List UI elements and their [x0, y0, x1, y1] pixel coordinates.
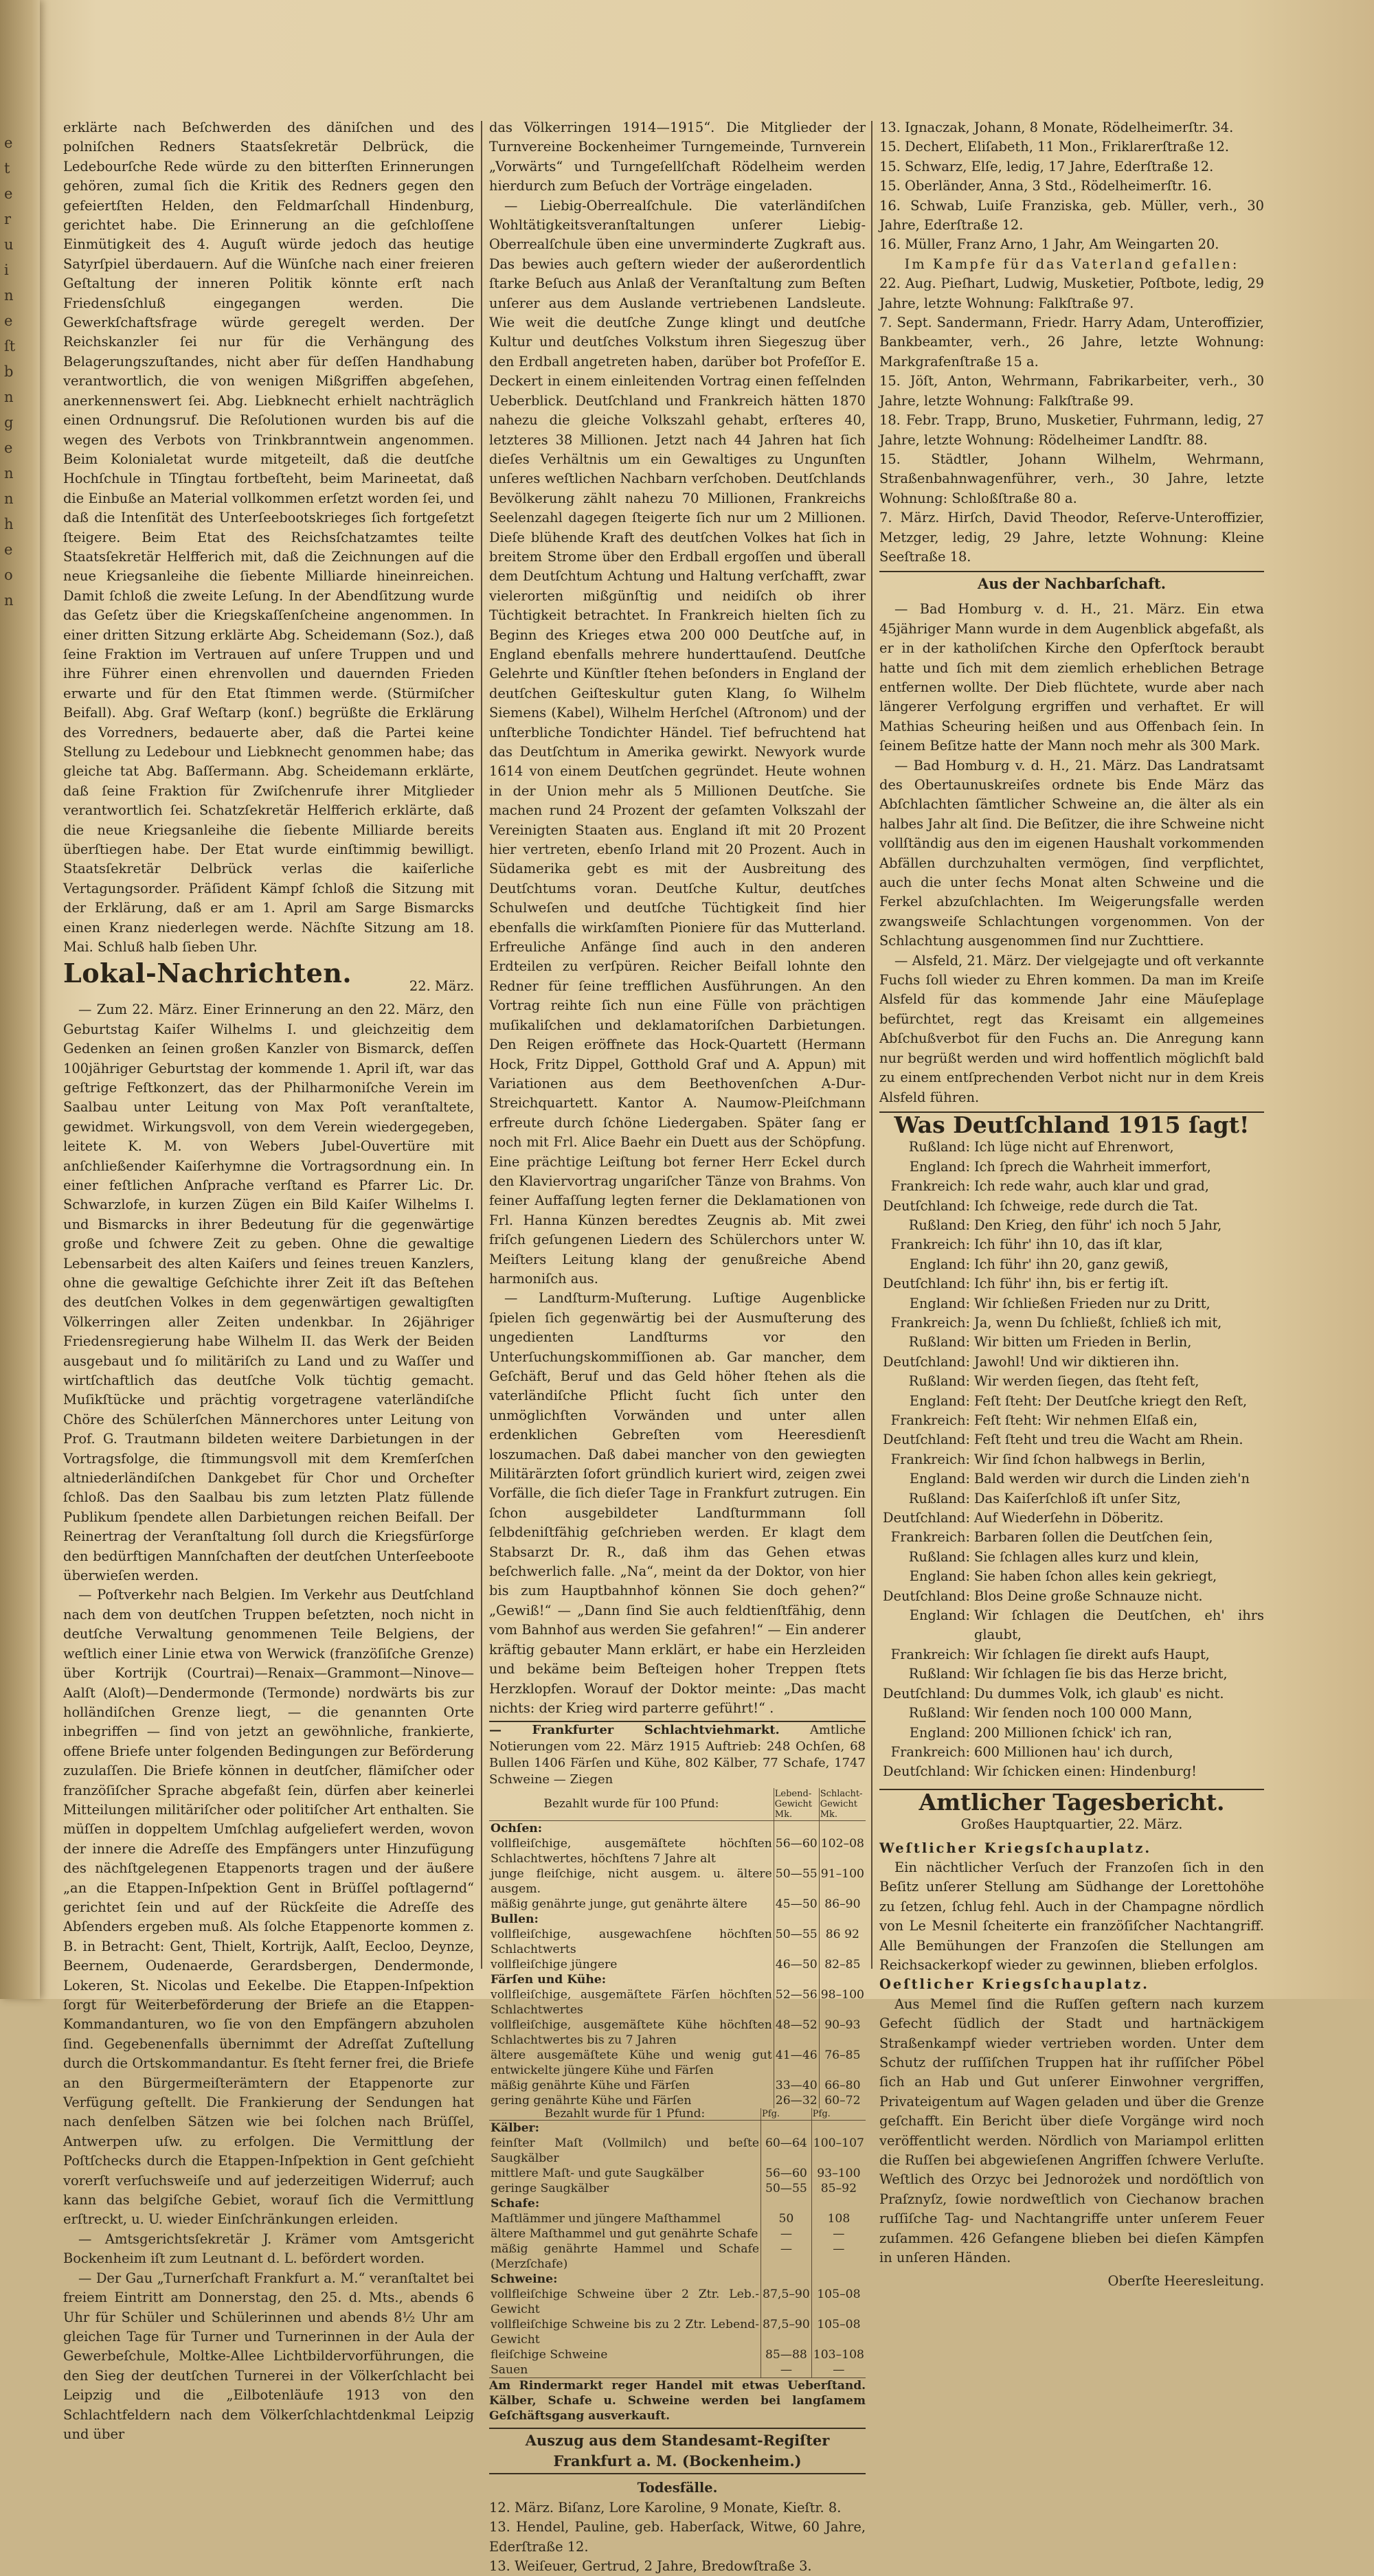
poem-speaker: England: — [909, 1158, 970, 1175]
market-paid-label: Bezahlt wurde für 100 Pfund: — [489, 1788, 774, 1821]
report-title: Amtlicher Tagesbericht. — [879, 1789, 1264, 1812]
poem-line — [879, 1138, 1264, 1157]
death-entry: 12. März. Biſanz, Lore Karoline, 9 Monate, Kieſtr. 8. — [489, 2499, 842, 2516]
price-row — [489, 2347, 866, 2362]
previous-page-char: e — [4, 135, 13, 151]
previous-page-char: e — [4, 313, 13, 329]
price-row — [489, 2166, 866, 2181]
poem-line — [879, 1664, 1264, 1684]
poem-verse: Ich ſprech die Wahrheit immerfort, — [974, 1158, 1211, 1175]
price-slaughter: 82–85 — [819, 1957, 866, 1972]
price-live: 56—60 — [774, 1836, 819, 1866]
price-live: 50 — [761, 2211, 812, 2226]
price-slaughter: 105–08 — [811, 2317, 866, 2347]
parliament-report: erklärte nach Beſchwerden des däniſchen und des polniſchen Redners Staatsſekretär Delbrück, die Ledebourſche Rede würde zu den bitterſten Erinnerungen gehören, zumal ſich die Kritik des Redners gegen den gefeiertſten Helden, den Feldmarſchall Hindenburg, gerichtet habe. Die Erinnerung an die geſchloſſene Einmütigkeit des 4. Auguſt würde jedoch das heutige Satyrſpiel überdauern. Auf die Wünſche nach einer freieren Geſtaltung der inneren Politik könnte erſt nach Friedensſchluß eingegangen werden. Die Gewerkſchaftsfrage würde geregelt werden. Der Reichskanzler ſei nur für die Verhängung des Belagerungszuſtandes, nicht aber für deſſen Handhabung verantwortlich, die von wenigen Mißgriffen abgeſehen, anerkennenswert ſei. Abg. Liebknecht erhielt nachträglich einen Ordnungsruf. Die Reſolutionen wurden bis auf die wegen des Verbots von Trinkbranntwein angenommen. Beim Kolonialetat wurde mitgeteilt, daß die deutſche Hochſchule in Tſingtau fortbeſteht, beim Marineetat, daß die Einbuße an Material vollkommen erſetzt worden ſei, und daß die Intenſität des Unterſeebootskrieges ſich fortgeſetzt ſteigere. Beim Etat des Reichsſchatzamtes teilte Staatsſekretär Helfferich mit, daß die Zeichnungen auf die neue Kriegsanleihe die ſiebente Milliarde hineinreichen. Damit ſchloß die zweite Leſung. In der Abendſitzung wurde das Geſetz über die Kriegskaſſenſcheine angenommen. In einer dritten Sitzung erklärte Abg. Scheidemann (Soz.), daß ſeine Fraktion im Vertrauen auf unſere Truppen und und ihre Führer einen ehrenvollen und dauernden Frieden erwarte und für den Etat ſtimmen werde. (Stürmiſcher Beifall). Abg. Graf Weſtarp (konſ.) begrüßte die Erklärung des Vorredners, bedauerte aber, daß die Partei keine Stellung zu Ledebour und Liebknecht genommen habe; das gleiche tat Abg. Baſſermann. Abg. Scheidemann erklärte, daß ſeine Fraktion für Zwiſchenrufe ihrer Mitglieder verantwortlich ſei. Schatzſekretär Helfferich erklärte, daß die neue Kriegsanleihe die ſiebente Milliarde bereits überſtiegen habe. Der Etat wurde einſtimmig bewilligt. Staatsſekretär Delbrück verlas die kaiſerliche Vertagungsorder. Präſident Kämpf ſchloß die Sitzung mit der Erklärung, daß er am 1. April am Sarge Bismarcks einen Kranz niederlegen werde. Nächſte Sitzung am 18. Mai. Schluß halb ſieben Uhr. — [63, 120, 474, 956]
poem-line — [879, 1743, 1264, 1762]
poem-speaker: Rußland: — [908, 1139, 970, 1155]
price-slaughter: — — [811, 2226, 866, 2241]
price-row — [489, 2018, 866, 2048]
poem-verse: 200 Millionen ſchick' ich ran, — [974, 1724, 1173, 1741]
price-label: Kälber: — [491, 2121, 539, 2136]
price-live: 50—55 — [774, 1866, 819, 1897]
previous-page-char: o — [4, 567, 13, 583]
poem-speaker: Frankreich: — [890, 1236, 970, 1253]
deaths-title: Todesfälle. — [637, 2480, 718, 2496]
price-slaughter: 98–100 — [819, 1987, 866, 2018]
price-row — [489, 2226, 866, 2241]
poem-verse: Wir ſenden noch 100 000 Mann, — [974, 1705, 1193, 1721]
price-slaughter: 108 — [811, 2211, 866, 2226]
price-live — [761, 2121, 812, 2136]
price-live: 60—64 — [761, 2136, 812, 2166]
poem-line — [879, 1333, 1264, 1352]
poem-line — [879, 1313, 1264, 1333]
price-live: — — [761, 2226, 812, 2241]
article-bismarck: — Zum 22. März. Einer Erinnerung an den 22. März, den Geburtstag Kaiſer Wilhelms I. und gleichzeitig dem Gedenken an ſeinen großen Kanzler von Bismarck, deſſen 100jähriger Geburtstag der kommende 1. April iſt, war das geſtrige Feſtkonzert, das der Philharmoniſche Verein im Saalbau unter Leitung von Max Poſt veranſtaltete, gewidmet. Wirkungsvoll, von dem Verein wiedergegeben, leitete K. M. von Webers Jubel-Ouvertüre mit anſchließender Kaiſerhymne die Vortragsordnung ein. In einer feſtlichen Anſprache verſtand es Pfarrer Lic. Dr. Schwarzlofe, in kurzen Zügen ein Bild Kaiſer Wilhelms I. und Bismarcks in ihrer Bedeutung für die gegenwärtige große und ſchwere Zeit zu geben. Ohne die gewaltige Lebensarbeit des alten Kaiſers und ſeines treuen Kanzlers, ohne die gewaltige Geſchichte ihrer Zeit iſt das Beſtehen des deutſchen Volkes in dem gegenwärtigen gewaltigſten Völkerringen aller Zeiten undenkbar. In 26jähriger Friedensregierung habe Wilhelm II. das Werk der Beiden ausgebaut und ſo militäriſch zu Land und zu Waſſer und wirtſchaftlich das deutſche Volk tüchtig gemacht. Muſikſtücke und prächtig vorgetragene vaterländiſche Chöre des Schülerſchen Männerchores unter Leitung von Prof. G. Trautmann bildeten weitere Darbietungen in der Vortragsfolge, die ſtimmungsvoll mit dem Kremſerſchen altniederländiſchen Dankgebet für Chor und Orcheſter ſchloß. Das den Saalbau bis zum letzten Platz füllende Publikum ſpendete allen Darbietungen reichen Beifall. Der Reinertrag der Veranſtaltung ſoll durch die Kriegsfürſorge den bedürftigen Mannſchaften der deutſchen Unterſeeboote überwieſen werden. — [63, 1002, 474, 1584]
poem-verse: Auf Wiederſehn in Döberitz. — [974, 1510, 1164, 1526]
poem-line — [879, 1587, 1264, 1606]
price-label: vollfleiſchige jüngere — [491, 1958, 618, 1972]
column-2 — [489, 118, 866, 2574]
poem-speaker: Deutſchland: — [882, 1276, 970, 1292]
poem-verse: Ich führ' ihn 10, das iſt klar, — [974, 1236, 1163, 1253]
price-live: 87,5–90 — [761, 2287, 812, 2317]
price-row — [489, 2272, 866, 2287]
previous-page-char: n — [4, 592, 14, 609]
price-row — [489, 1897, 866, 1912]
price-slaughter: 102–08 — [819, 1836, 866, 1866]
price-row — [489, 2136, 866, 2166]
previous-page-char: u — [4, 236, 14, 253]
poem-verse: Ja, wenn Du ſchließt, ſchließ ich mit, — [974, 1314, 1222, 1331]
poem-line — [879, 1704, 1264, 1723]
poem-verse: Wir ſchicken einen: Hindenburg! — [974, 1763, 1197, 1780]
poem-line — [879, 1450, 1264, 1469]
deaths-list — [489, 2498, 866, 2576]
fallen-entry: 22. Aug. Pieſhart, Ludwig, Musketier, Poſtbote, ledig, 29 Jahre, letzte Wohnung: Falkſtraße 97. — [879, 275, 1264, 311]
fallen-entry: 7. März. Hirſch, David Theodor, Reſerve-Unteroffizier, Metzger, ledig, 29 Jahre, letzte Wohnung: Kleine Seeſtraße 18. — [879, 510, 1264, 565]
price-slaughter — [819, 1972, 866, 1987]
market-head-pfg-1: Pfg. — [761, 2108, 812, 2121]
previous-page-char: t — [4, 160, 10, 177]
column-1 — [63, 118, 474, 2442]
poem-line — [879, 1372, 1264, 1391]
poem-verse: Wir ſchlagen ſie bis das Herze bricht, — [974, 1666, 1228, 1682]
price-slaughter: 100–107 — [811, 2136, 866, 2166]
price-live: 46—50 — [774, 1957, 819, 1972]
death-entry: 13. Ignaczak, Johann, 8 Monate, Rödelheimerſtr. 34. — [879, 120, 1234, 135]
poem-speaker: Deutſchland: — [882, 1510, 970, 1526]
west-report: Ein nächtlicher Verſuch der Franzoſen ſich in den Beſitz unſerer Stellung am Südhange der Lorettohöhe zu ſetzen, ſchlug fehl. Auch in der Champagne nördlich von Le Mesnil ſcheiterte ein franzöſiſcher Nachtangriff. Alle Bemühungen der Franzoſen die Stellungen am Reichsackerkopf wieder zu gewinnen, blieben erfolglos. — [879, 1859, 1264, 1973]
price-live: 45—50 — [774, 1897, 819, 1912]
poem-verse: Ich ſchweige, rede durch die Tat. — [974, 1197, 1198, 1214]
poem-speaker: Frankreich: — [890, 1314, 970, 1331]
price-row — [489, 2093, 866, 2108]
poem-verse: Barbaren ſollen die Deutſchen ſein, — [974, 1529, 1213, 1546]
article-turnerschaft: — Der Gau „Turnerſchaft Frankfurt a. M.“ veranſtaltet bei freiem Eintritt am Donnerstag, den 25. d. Mts., abends 6 Uhr für Schüler und Schülerinnen und abends 8½ Uhr am gleichen Tage für Turner und Turnerinnen in der Aula der Gewerbeſchule, Moltke-Allee Lichtbildervorführungen, die den Sieg der deutſchen Turnerei in der Völkerſchlacht bei Leipzig und die „Eilbotenläufe 1913 von den Schlachtfeldern nach dem Völkerſchlachtdenkmal Leipzig und über — [63, 2270, 474, 2442]
poem-line — [879, 1197, 1264, 1216]
price-row — [489, 2211, 866, 2226]
previous-page-char: e — [4, 541, 13, 558]
report-signature: Oberſte Heeresleitung. — [1107, 2273, 1264, 2290]
poem-speaker: Rußland: — [908, 1548, 970, 1565]
poem-verse: Wir ſchlagen ſie direkt aufs Haupt, — [974, 1646, 1210, 1662]
price-label: vollfleiſchige, ausgemäſtete Färſen höchſten Schlachtwertes — [491, 1988, 772, 2018]
price-label: vollfleiſchige Schweine über 2 Ztr. Leb.-Gewicht — [491, 2287, 760, 2317]
price-live: 50—55 — [761, 2181, 812, 2196]
price-label: Färſen und Kühe: — [491, 1973, 607, 1987]
price-slaughter: — — [811, 2362, 866, 2377]
poem-verse: Ich rede wahr, auch klar und grad, — [974, 1178, 1209, 1195]
west-title: Weſtlicher Kriegsſchauplatz. — [879, 1840, 1152, 1856]
market-intro: Amtliche Notierungen vom 22. März 1915 Auftrieb: 248 Ochſen, 68 Bullen 1406 Färſen und Kühe, 802 Kälber, 77 Schafe, 1747 Schweine — Ziegen — [489, 1723, 866, 1787]
price-live — [774, 1972, 819, 1987]
poem-verse: Du dummes Volk, ich glaub' es nicht. — [974, 1685, 1224, 1702]
poem-title: Was Deutſchland 1915 ſagt! — [879, 1111, 1264, 1135]
price-row — [489, 2241, 866, 2272]
price-label: fleiſchige Schweine — [491, 2348, 608, 2362]
price-slaughter — [819, 1821, 866, 1837]
fallen-title: Im Kampfe für das Vaterland gefallen: — [904, 256, 1239, 272]
poem-line — [879, 1430, 1264, 1449]
poem-speaker: Rußland: — [908, 1334, 970, 1351]
lokal-dateline: 22. März. — [409, 978, 474, 994]
poem-verse: Sie haben ſchon alles kein gekriegt, — [974, 1568, 1217, 1585]
price-label: junge fleiſchige, nicht ausgem. u. ältere ausgem. — [491, 1867, 772, 1897]
poem-speaker: Frankreich: — [890, 1646, 970, 1662]
poem-line — [879, 1528, 1264, 1547]
price-row — [489, 1821, 866, 1837]
poem-verse: Den Krieg, den führ' ich noch 5 Jahr, — [974, 1217, 1222, 1233]
poem-line — [879, 1762, 1264, 1781]
price-slaughter: 85–92 — [811, 2181, 866, 2196]
article-post-belgium: — Poſtverkehr nach Belgien. Im Verkehr aus Deutſchland nach dem von deutſchen Truppen beſetzten, noch nicht in deutſche Verwaltung genommenen Teile Belgiens, der weſtlich einer Linie etwa von Werwick (franzöſiſche Grenze) über Kortrijk (Courtrai)—Renaix—Grammont—Ninove—Aalſt (Aloſt)—Dendermonde (Termonde) nordwärts bis zur holländiſchen Grenze liegt, — die genannten Orte inbegriffen — ſind von jetzt an gewöhnliche, frankierte, offene Briefe unter folgenden Bedingungen zur Beförderung zuzulaſſen. Die Briefe können in deutſcher, flämiſcher oder franzöſiſcher Sprache abgefaßt ſein, dürfen aber keinerlei Mitteilungen militäriſcher oder politiſcher Art enthalten. Sie müſſen in doppeltem Umſchlag aufgeliefert werden, wovon der innere die Adreſſe des Empfängers unter Hinzufügung des nächſtgelegenen Etappenorts tragen und der äußere „an die Etappen-Inſpektion Gent in Brüſſel poſtlagernd“ gerichtet ſein und auf der Rückſeite die Adreſſe des Abſenders ergeben muß. Als ſolche Etappenorte kommen z. B. in Betracht: Gent, Thielt, Kortrijk, Aalſt, Eecloo, Deynze, Beernem, Oudenaerde, Gerardsbergen, Dendermonde, Lokeren, St. Nicolas und Eekelbe. Die Etappen-Inſpektion ſorgt für Weiterbeförderung der Briefe an die Etappen-Kommandanturen, wo ſie von den Empfängern abzuholen ſind. Gegebenenfalls übernimmt der Adreſſat Zuſtellung durch die Ortskommandantur. Es ſteht ferner frei, die Briefe an den Bürgermeiſterämtern der Etappenorte zur Verfügung geſtellt. Die Frankierung der Sendungen hat nach denſelben Sätzen wie bei ſolchen nach Brüſſel, Antwerpen uſw. zu erfolgen. Die Vermittlung der Poſtſchecks durch die Etappen-Inſpektion in Gent geſchieht vorerſt verſuchsweiſe und auf jederzeitigen Widerruf; auch kann das belgiſche Gebiet, worauf ſich die Vermittlung erſtreckt, u. U. wieder Einſchränkungen erleiden. — [63, 1587, 474, 2228]
poem-dialog — [879, 1138, 1264, 1781]
market-head-live: Lebend-Gewicht Mk. — [774, 1788, 819, 1821]
previous-page-char: g — [4, 414, 14, 431]
poem-speaker: England: — [909, 1724, 970, 1741]
price-label: mäßig genährte Hammel und Schafe (Merzſchafe) — [491, 2242, 760, 2272]
poem-speaker: Deutſchland: — [882, 1588, 970, 1604]
poem-verse: Feſt ſteht: Wir nehmen Elſaß ein, — [974, 1412, 1198, 1428]
price-live: 85—88 — [761, 2347, 812, 2362]
poem-verse: 600 Millionen hau' ich durch, — [974, 1743, 1173, 1760]
price-live: 41—46 — [774, 2048, 819, 2078]
price-label: mittlere Maſt- und gute Saugkälber — [491, 2167, 704, 2181]
price-label: geringe Saugkälber — [491, 2182, 609, 2196]
poem-speaker: Frankreich: — [890, 1178, 970, 1195]
price-live — [761, 2272, 812, 2287]
market-title: — Frankfurter Schlachtviehmarkt. — [489, 1723, 780, 1738]
previous-page-char: n — [4, 389, 14, 405]
price-slaughter: 103–108 — [811, 2347, 866, 2362]
price-slaughter: 86–90 — [819, 1897, 866, 1912]
price-slaughter: 93–100 — [811, 2166, 866, 2181]
poem-line — [879, 1392, 1264, 1411]
price-live: 48—52 — [774, 2018, 819, 2048]
previous-page-char: b — [4, 363, 14, 380]
poem-speaker: Frankreich: — [890, 1529, 970, 1546]
poem-verse: Wir ſind ſchon halbwegs in Berlin, — [974, 1451, 1206, 1467]
article-turnerschaft-cont: das Völkerringen 1914—1915“. Die Mitglieder der Turnvereine Bockenheimer Turngemeinde, Turnverein „Vorwärts“ und Turngeſellſchaft Rödelheim werden hierdurch zum Beſuch der Vorträge eingeladen. — [489, 120, 866, 194]
market-head-slaughter: Schlacht-Gewicht Mk. — [819, 1788, 866, 1821]
price-label: mäßig genährte Kühe und Färſen — [491, 2079, 690, 2093]
death-entry: 16. Müller, Franz Arno, 1 Jahr, Am Weingarten 20. — [879, 236, 1219, 253]
poem-verse: Feſt ſteht: Der Deutſche kriegt den Reſt, — [974, 1392, 1248, 1409]
price-live — [761, 2196, 812, 2211]
previous-page-char: n — [4, 465, 14, 482]
column-rule — [871, 121, 872, 1969]
price-slaughter: 90–93 — [819, 2018, 866, 2048]
price-live: 50—55 — [774, 1927, 819, 1957]
east-report: Aus Memel ſind die Ruſſen geſtern nach kurzem Gefecht ſüdlich der Stadt und hartnäckigem Straßenkampf wieder vertrieben worden. Unter dem Schutz der ruſſiſchen Truppen hat ihr ruſſiſcher Pöbel ſich an Hab und Gut unſerer Einwohner vergriffen, Privateigentum auf Wagen geladen und über die Grenze geſchafft. Ein Bericht über dieſe Vorgänge wird noch veröffentlicht werden. Nördlich von Mariampol erlitten die Ruſſen bei abgewieſenen Angriffen ſchwere Verluſte. Weſtlich des Orzyc bei Jednorożek und nordöſtlich von Praſznyſz, ſowie nordweſtlich von Ciechanow brachen ruſſiſche Tag- und Nachtangriffe unter unſerem Feuer zuſammen. 426 Gefangene blieben bei dieſen Kämpfen in unſeren Händen. — [879, 1996, 1264, 2266]
previous-page-char: e — [4, 185, 13, 202]
poem-speaker: Deutſchland: — [882, 1197, 970, 1214]
poem-line — [879, 1411, 1264, 1430]
poem-speaker: Deutſchland: — [882, 1685, 970, 1702]
previous-page-char: ſt — [4, 338, 16, 354]
article-landsturm: — Landſturm-Muſterung. Luſtige Augenblicke ſpielen ſich gegenwärtig bei der Ausmuſterung des ungedienten Landſturms vor den Unterſuchungskommiſſionen ab. Gar mancher, dem Geſchäft, Beruf und das Geld höher ſtehen als die vaterländiſche Pflicht ſucht ſich unter den unmöglichſten Vorwänden und unter allen erdenklichen Gebreſten vom Heeresdienſt loszumachen. Daß dabei mancher von den gewiegten Militärärzten ſofort gründlich kuriert wird, zeigen zwei Vorfälle, die ſich dieſer Tage in Frankfurt zutrugen. Ein ſchon ausgebildeter Landſturmmann ſoll ſelbdeniſtfähig geſchrieben werden. Er klagt dem Stabsarzt Dr. R., daß ihm das Gehen etwas beſchwerlich falle. „Na“, meint da der Doktor, von hier bis zum Hauptbahnhof können Sie doch gehen?“ „Gewiß!“ — „Dann ſind Sie auch feldtienſtfähig, denn vom Bahnhof aus werden Sie gefahren!“ — Ein anderer kräftig gebauter Mann erklärt, er habe ein Herzleiden und bekäme beim Beſteigen hoher Treppen ſtets Herzklopfen. Worauf der Doktor meinte: „Das macht nichts: der Krieg wird parterre geführt!“ . — [489, 1290, 866, 1716]
death-entry: 13. Hendel, Pauline, geb. Haberſack, Witwe, 60 Jahre, Ederſtraße 12. — [489, 2519, 866, 2555]
price-slaughter: 60–72 — [819, 2093, 866, 2108]
previous-page-edge — [0, 0, 40, 1999]
price-label: ältere ausgemäſtete Kühe und wenig gut entwickelte jüngere Kühe und Färſen — [491, 2048, 772, 2078]
poem-verse: Sie ſchlagen alles kurz und klein, — [974, 1548, 1200, 1565]
poem-line — [879, 1567, 1264, 1586]
price-slaughter: 66–80 — [819, 2078, 866, 2093]
poem-verse: Bald werden wir durch die Linden zieh'n — [974, 1471, 1250, 1487]
price-row — [489, 2362, 866, 2377]
registry-title: Auszug aus dem Standesamt-Regiſter Frankfurt a. M. (Bockenheim.) — [489, 2428, 866, 2474]
price-row — [489, 2317, 866, 2347]
poem-line — [879, 1684, 1264, 1704]
poem-speaker: Deutſchland: — [882, 1763, 970, 1780]
previous-page-fragments — [4, 131, 18, 613]
nachbar-homburg-2: — Bad Homburg v. d. H., 21. März. Das Landratsamt des Obertaunuskreiſes ordnete bis Ende März das Abſchlachten ſämtlicher Schweine an, die älter als ein halbes Jahr alt ſind. Die Beſitzer, die ihre Schweine nicht vollſtändig aus den im eigenen Haushalt vorkommenden Abfällen durchzuhalten vermögen, ſind verpflichtet, auch die unter ſechs Monat alten Schweine und die Ferkel abzuſchlachten. Im Weigerungsfalle werden zwangsweiſe Schlachtungen vorgenommen. Von der Schlachtung ausgenommen ſind nur Zuchttiere. — [879, 757, 1264, 949]
article-promotion: — Amtsgerichtsſekretär J. Krämer vom Amtsgericht Bockenheim iſt zum Leutnant d. L. befördert worden. — [63, 2230, 474, 2267]
fallen-entry: 15. Städtler, Johann Wilhelm, Wehrmann, Straßenbahnwagenführer, verh., 30 Jahre, letzte Wohnung: Schloßſtraße 80 a. — [879, 451, 1264, 506]
price-row — [489, 2181, 866, 2196]
poem-verse: Wir ſchlagen die Deutſchen, eh' ihrs glaubt, — [974, 1607, 1264, 1643]
death-entry: 15. Dechert, Eliſabeth, 11 Mon., Friklarerſtraße 12. — [879, 139, 1230, 155]
poem-line — [879, 1353, 1264, 1372]
report-place: Großes Hauptquartier, 22. März. — [960, 1816, 1183, 1833]
poem-verse: Wir werden ſiegen, das ſteht feſt, — [974, 1373, 1200, 1390]
poem-line — [879, 1274, 1264, 1293]
previous-page-char: n — [4, 287, 14, 304]
price-label: vollfleiſchige, ausgemäſtete höchſten Schlachtwertes, höchſtens 7 Jahre alt — [491, 1837, 772, 1866]
poem-speaker: Deutſchland: — [882, 1353, 970, 1370]
fallen-entry: 7. Sept. Sandermann, Friedr. Harry Adam, Unteroffizier, Bankbeamter, verh., 26 Jahre, letzte Wohnung: Markgrafenſtraße 15 a. — [879, 315, 1264, 370]
death-entry: 16. Schwab, Luiſe Franziska, geb. Müller, verh., 30 Jahre, Ederſtraße 12. — [879, 197, 1264, 234]
poem-speaker: England: — [909, 1392, 970, 1409]
price-live: — — [761, 2241, 812, 2272]
fallen-list — [879, 274, 1264, 567]
price-label: feinſter Maſt (Vollmilch) und beſte Saugkälber — [491, 2136, 760, 2166]
poem-speaker: England: — [909, 1256, 970, 1272]
poem-line — [879, 1216, 1264, 1235]
price-slaughter: 86 92 — [819, 1927, 866, 1957]
poem-speaker: Rußland: — [908, 1705, 970, 1721]
price-row — [489, 2048, 866, 2078]
previous-page-char: r — [4, 211, 12, 227]
price-slaughter: — — [811, 2241, 866, 2272]
market-note: Am Rindermarkt reger Handel mit etwas Ueberſtand. Kälber, Schafe u. Schweine werden bei langſamem Geſchäftsgang ausverkauft. — [489, 2379, 866, 2424]
price-label: vollfleiſchige Schweine bis zu 2 Ztr. Lebend-Gewicht — [491, 2318, 760, 2347]
price-row — [489, 1912, 866, 1927]
price-slaughter — [819, 1912, 866, 1927]
fallen-entry: 18. Febr. Trapp, Bruno, Musketier, Fuhrmann, ledig, 27 Jahre, letzte Wohnung: Rödelheimer Landſtr. 88. — [879, 412, 1264, 448]
price-slaughter: 91–100 — [819, 1866, 866, 1897]
price-live: 56—60 — [761, 2166, 812, 2181]
price-label: gering genährte Kühe und Färſen — [491, 2094, 692, 2108]
poem-line — [879, 1294, 1264, 1313]
price-label: vollfleiſchige, ausgewachſene höchſten Schlachtwerts — [491, 1928, 772, 1957]
poem-verse: Wir ſchließen Frieden nur zu Dritt, — [974, 1295, 1210, 1311]
price-live: — — [761, 2362, 812, 2377]
poem-speaker: England: — [909, 1471, 970, 1487]
price-slaughter: 76–85 — [819, 2048, 866, 2078]
price-live: 26—32 — [774, 2093, 819, 2108]
poem-speaker: Rußland: — [908, 1373, 970, 1390]
previous-page-char: h — [4, 516, 14, 532]
poem-speaker: England: — [909, 1568, 970, 1585]
price-row — [489, 2121, 866, 2136]
poem-speaker: Frankreich: — [890, 1451, 970, 1467]
poem-line — [879, 1724, 1264, 1743]
market-head-pfg-2: Pfg. — [811, 2108, 866, 2121]
death-entry: 13. Weiſeuer, Gertrud, 2 Jahre, Bredowſtraße 3. — [489, 2557, 812, 2574]
poem-line — [879, 1606, 1264, 1645]
price-live: 87,5–90 — [761, 2317, 812, 2347]
price-row — [489, 1927, 866, 1957]
poem-verse: Das Kaiſerſchloß iſt unſer Sitz, — [974, 1490, 1181, 1506]
death-entry: 15. Oberländer, Anna, 3 Std., Rödelheimerſtr. 16. — [879, 178, 1212, 194]
article-liebig-school: — Liebig-Oberrealſchule. Die vaterländiſchen Wohltätigkeitsveranſtaltungen unſerer Liebig-Oberrealſchule üben eine unverminderte Zugkraft aus. Das bewies auch geſtern wieder der außerordentlich ſtarke Beſuch aus Anlaß der Veranſtaltung zum Beſten unſerer aus dem Auslande vertriebenen Landsleute. Wie weit die deutſche Zunge klingt und deutſche Kultur und deutſches Volkstum ihren Siegeszug über den Erdball angetreten haben, darüber bot Profeſſor E. Deckert in einem einleitenden Vortrag einen feſſelnden Ueberblick. Deutſchland und Frankreich hätten 1870 nahezu die gleiche Volkszahl gehabt, erſteres 40, letzteres 38 Millionen. Jetzt nach 44 Jahren hat ſich dieſes Verhältnis um ein Gewaltiges zu Ungunſten unſeres weſtlichen Nachbarn verſchoben. Deutſchlands Bevölkerung zählt nahezu 70 Millionen, Frankreichs Seelenzahl dagegen ſteigerte ſich nur um 2 Millionen. Dieſe blühende Kraft des deutſchen Volkes hat ſich in breitem Strome über den Erdball ergoſſen und überall dem Deutſchtum Achtung und Haltung verſchafft, zwar vielerorten mißgünſtig und neidiſch ob ihrer Tüchtigkeit betrachtet. In Frankreich hielten ſich zu Beginn des Krieges etwa 200 000 Deutſche auf, in England ebenfalls mehrere hunderttauſend. Deutſche Gelehrte und Künſtler ſtehen beſonders in England der deutſchen Geiſteskultur guten Klang, ſo Wilhelm Siemens (Kabel), Wilhelm Herſchel (Aſtronom) und der unſterbliche Tondichter Händel. Tief befruchtend hat das Deutſchtum in Amerika gewirkt. Newyork wurde 1614 von einem Deutſchen gegründet. Heute wohnen in der Union mehr als 5 Millionen Deutſche. Sie machen rund 24 Prozent der geſamten Volkszahl der Vereinigten Staaten aus. England iſt mit 20 Prozent hier vertreten, ebenſo Irland mit 20 Prozent. Auch in Südamerika gebt es mit der Ausbreitung des Deutſchtums voran. Deutſche Kultur, deutſches Schulweſen und deutſche Tüchtigkeit ſind hier ebenfalls die wirkſamſten Pioniere für das Mutterland. Erfreuliche Anfänge ſind auch in den anderen Erdteilen zu verſpüren. Reicher Beifall lohnte den Redner für ſeine trefflichen Ausführungen. An den Vortrag reihte ſich nun eine Fülle von prächtigen muſikaliſchen und deklamatoriſchen Darbietungen. Den Reigen eröffnete das Hock-Quartett (Hermann Hock, Fritz Dippel, Gotthold Graf und A. Appun) mit Variationen aus dem Beethovenſchen A-Dur-Streichquartett. Kantor A. Naumow-Pleiſchmann erfreute durch ſchöne Liedergaben. Später ſang er noch mit Frl. Alice Baehr ein Duett aus der Schöpfung. Eine prächtige Leiſtung bot ferner Herr Eckel durch den Klaviervortrag ungariſcher Tänze von Brahms. Von feiner Auffaſſung legten ferner die Deklamationen von Frl. Hanna Künzen beredtes Zeugnis ab. Mit zwei friſch geſungenen Liedern des Schülerchors unter W. Meiſters Leitung klang der genußreiche Abend harmoniſch aus. — [489, 197, 866, 1287]
price-row — [489, 1836, 866, 1866]
poem-verse: Wir bitten um Frieden in Berlin, — [974, 1334, 1192, 1351]
poem-line — [879, 1177, 1264, 1196]
price-row — [489, 2287, 866, 2317]
market-paid-label-2: Bezahlt wurde für 1 Pfund: — [489, 2108, 761, 2121]
price-label: vollfleiſchige, ausgemäſtete Kühe höchſten Schlachtwertes bis zu 7 Jahren — [491, 2018, 772, 2048]
poem-speaker: Frankreich: — [890, 1412, 970, 1428]
poem-speaker: Rußland: — [908, 1217, 970, 1233]
price-slaughter: 105–08 — [811, 2287, 866, 2317]
poem-line — [879, 1509, 1264, 1528]
price-live: 52—56 — [774, 1987, 819, 2018]
poem-line — [879, 1235, 1264, 1254]
price-slaughter — [811, 2121, 866, 2136]
poem-verse: Ich lüge nicht auf Ehrenwort, — [974, 1139, 1174, 1155]
poem-speaker: Deutſchland: — [882, 1432, 970, 1448]
poem-line — [879, 1157, 1264, 1177]
column-3 — [879, 118, 1264, 2290]
previous-page-char: n — [4, 490, 14, 507]
price-label: mäßig genährte junge, gut genährte ältere — [491, 1897, 747, 1912]
east-title: Oeſtlicher Kriegsſchauplatz. — [879, 1976, 1149, 1993]
column-rule — [481, 121, 482, 1969]
price-row — [489, 1972, 866, 1987]
price-live — [774, 1912, 819, 1927]
price-row — [489, 2078, 866, 2093]
death-entry: 15. Schwarz, Elſe, ledig, 17 Jahre, Ederſtraße 12. — [879, 158, 1214, 174]
previous-page-char: i — [4, 262, 9, 278]
poem-speaker: Rußland: — [908, 1666, 970, 1682]
poem-line — [879, 1645, 1264, 1664]
fallen-entry: 15. Jöſt, Anton, Wehrmann, Fabrikarbeiter, verh., 30 Jahre, letzte Wohnung: Falkſtraße 99. — [879, 373, 1264, 409]
price-label: Sauen — [491, 2363, 528, 2377]
poem-speaker: England: — [909, 1607, 970, 1624]
price-row — [489, 1866, 866, 1897]
price-label: Schweine: — [491, 2272, 558, 2287]
poem-speaker: Frankreich: — [890, 1743, 970, 1760]
nachbar-title: Aus der Nachbarſchaft. — [879, 571, 1264, 596]
poem-verse: Ich führ' ihn, bis er fertig iſt. — [974, 1276, 1169, 1292]
section-title-lokal: Lokal-Nachrichten. — [63, 958, 352, 989]
previous-page-char: e — [4, 440, 13, 456]
nachbar-homburg-1: — Bad Homburg v. d. H., 21. März. Ein etwa 45jähriger Mann wurde in dem Augenblick abgefaßt, als er in der katholiſchen Kirche den Opferſtock beraubt hatte und ſich mit dem ziemlich erheblichen Betrage entfernen wollte. Der Dieb flüchtete, wurde aber nach längerer Verfolgung ergriffen und verhaftet. Er will Mathias Scheuring heißen und aus Offenbach ſein. In ſeinem Beſitze hatte der Mann noch mehr als 300 Mark. — [879, 601, 1264, 754]
cattle-market — [489, 1721, 866, 2424]
price-row — [489, 1957, 866, 1972]
poem-line — [879, 1548, 1264, 1567]
price-row — [489, 1987, 866, 2018]
price-live — [774, 1821, 819, 1837]
poem-line — [879, 1489, 1264, 1509]
price-slaughter — [811, 2272, 866, 2287]
poem-verse: Ich führ' ihn 20, ganz gewiß, — [974, 1256, 1169, 1272]
poem-speaker: England: — [909, 1295, 970, 1311]
poem-verse: Jawohl! Und wir diktieren ihn. — [974, 1353, 1180, 1370]
price-row — [489, 2196, 866, 2211]
price-label: ältere Maſthammel und gut genährte Schafe — [491, 2227, 758, 2241]
poem-line — [879, 1255, 1264, 1274]
price-label: Maſtlämmer und jüngere Maſthammel — [491, 2212, 721, 2226]
price-label: Schafe: — [491, 2197, 540, 2211]
price-table-100lb — [489, 1788, 866, 2108]
price-slaughter — [811, 2196, 866, 2211]
price-label: Bullen: — [491, 1912, 539, 1927]
poem-verse: Blos Deine große Schnauze nicht. — [974, 1588, 1203, 1604]
poem-speaker: Rußland: — [908, 1490, 970, 1506]
deaths-list-cont — [879, 118, 1264, 255]
price-live: 33—40 — [774, 2078, 819, 2093]
price-table-1lb — [489, 2108, 866, 2377]
poem-verse: Feſt ſteht und treu die Wacht am Rhein. — [974, 1432, 1243, 1448]
price-label: Ochſen: — [491, 1822, 543, 1836]
nachbar-alsfeld: — Alsfeld, 21. März. Der vielgejagte und oft verkannte Fuchs ſoll wieder zu Ehren kommen. Da man im Kreiſe Alsfeld für das kommende Jahr eine Mäuſeplage befürchtet, regt das Kreisamt ein allgemeines Abſchußverbot für den Fuchs an. Die Anregung kann nur begrüßt werden und wird hoffentlich möglichſt bald zu einem entſprechenden Verbot nicht nur in dem Kreis Alsfeld führen. — [879, 952, 1264, 1105]
poem-line — [879, 1469, 1264, 1489]
